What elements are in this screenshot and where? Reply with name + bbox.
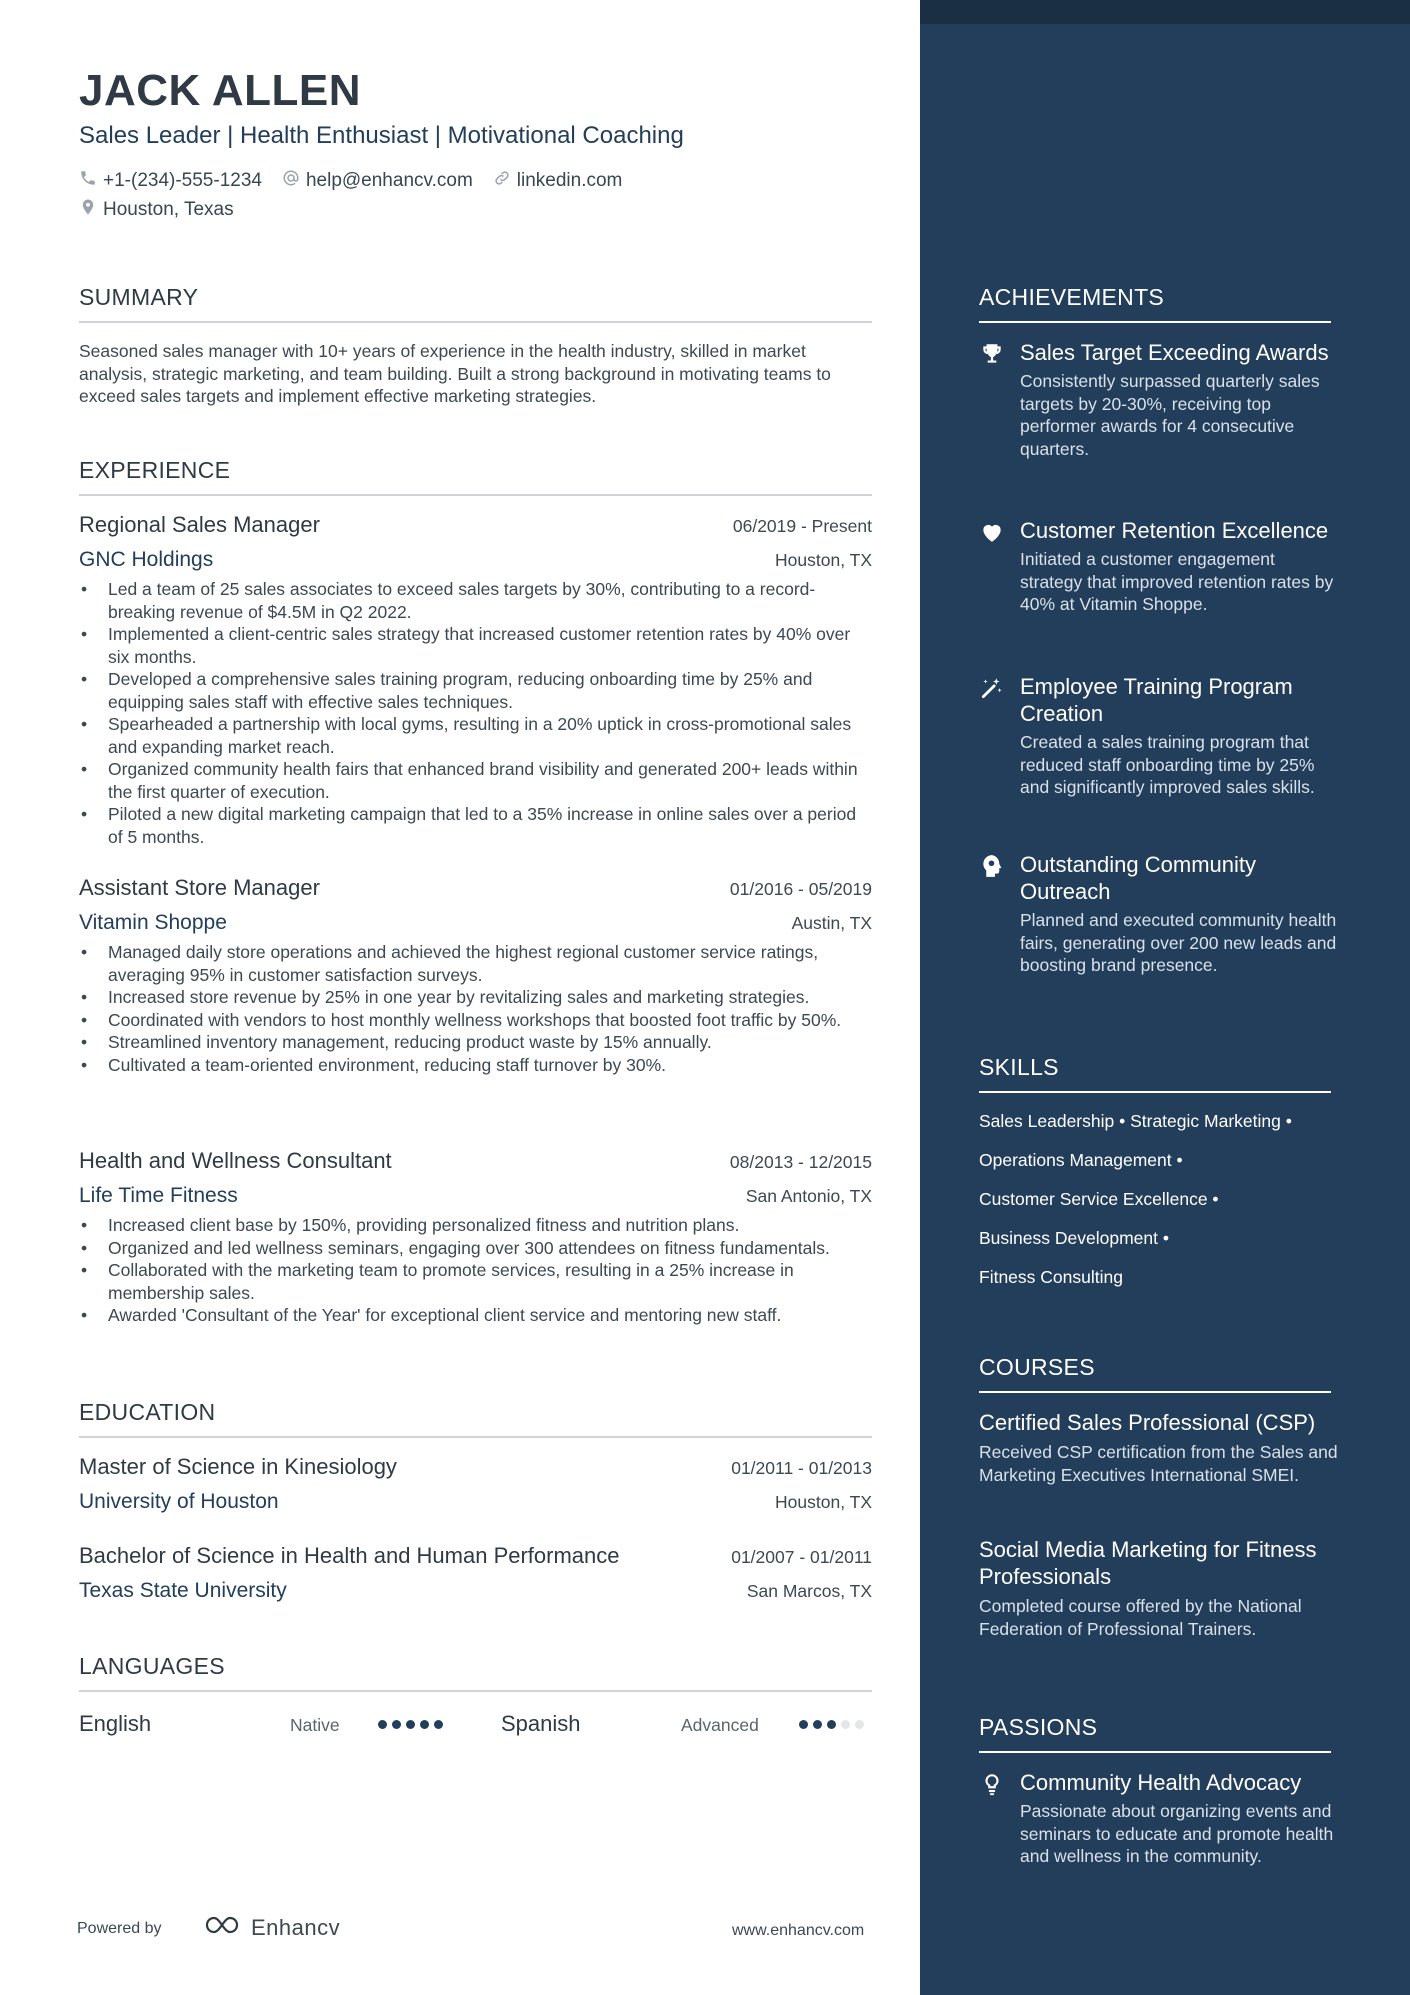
education-entry bbox=[79, 1454, 872, 1514]
headline: Sales Leader | Health Enthusiast | Motivational Coaching bbox=[79, 122, 684, 149]
passion-title: Community Health Advocacy bbox=[1020, 1770, 1302, 1795]
language-rating bbox=[378, 1720, 443, 1729]
achievement-title: Outstanding Community Outreach bbox=[1020, 852, 1256, 904]
courses-heading: COURSES bbox=[979, 1354, 1331, 1393]
job-bullet: • Led a team of 25 sales associates to exceed sales targets by 30%, contributing to a record-breaking revenue of $4.5M in Q2 2022. bbox=[79, 578, 872, 623]
job-bullet: • Collaborated with the marketing team to promote services, resulting in a 25% increase in membership sales. bbox=[79, 1259, 872, 1304]
job-dates: 08/2013 - 12/2015 bbox=[729, 1152, 872, 1172]
rating-dot bbox=[378, 1720, 387, 1729]
passions-heading: PASSIONS bbox=[979, 1714, 1331, 1753]
enhancv-logo[interactable] bbox=[195, 1912, 340, 1943]
job-company: GNC Holdings bbox=[79, 548, 214, 571]
job-location: Houston, TX bbox=[775, 550, 872, 570]
contact-linkedin[interactable] bbox=[493, 169, 623, 193]
education-entry bbox=[79, 1543, 872, 1603]
job-bullets bbox=[79, 941, 872, 1076]
job-bullet: • Awarded 'Consultant of the Year' for exceptional client service and mentoring new staff. bbox=[79, 1304, 872, 1327]
languages-heading: LANGUAGES bbox=[79, 1653, 872, 1692]
rating-dot bbox=[827, 1720, 836, 1729]
lightbulb-icon bbox=[979, 1771, 1005, 1797]
job-bullets bbox=[79, 578, 872, 848]
skills-heading: SKILLS bbox=[979, 1054, 1331, 1093]
job-bullet: • Developed a comprehensive sales training program, reducing onboarding time by 25% and equipping sales staff with effective sales techniques. bbox=[79, 668, 872, 713]
magic-wand-icon bbox=[979, 675, 1005, 701]
course-title: Certified Sales Professional (CSP) bbox=[979, 1410, 1316, 1435]
contact-row bbox=[79, 169, 622, 193]
rating-dot bbox=[813, 1720, 822, 1729]
infinity-logo-icon bbox=[195, 1912, 243, 1943]
sidebar bbox=[920, 0, 1410, 1995]
rating-dot bbox=[799, 1720, 808, 1729]
linkedin-text: linkedin.com bbox=[516, 170, 623, 191]
job-location: Austin, TX bbox=[791, 913, 872, 933]
rating-dot bbox=[406, 1720, 415, 1729]
language-level: Native bbox=[290, 1715, 340, 1735]
job-title: Health and Wellness Consultant bbox=[79, 1148, 392, 1173]
rating-dot bbox=[392, 1720, 401, 1729]
course-item bbox=[979, 1536, 1349, 1640]
skill-line: Sales Leadership • Strategic Marketing • bbox=[979, 1111, 1292, 1131]
school: University of Houston bbox=[79, 1490, 279, 1513]
achievement-item bbox=[979, 339, 1339, 460]
achievement-desc: Consistently surpassed quarterly sales targets by 20-30%, receiving top performer awards for 4 consecutive quarters. bbox=[1020, 371, 1320, 459]
rating-dot bbox=[855, 1720, 864, 1729]
footer-url[interactable]: www.enhancv.com bbox=[732, 1922, 865, 1939]
course-title: Social Media Marketing for Fitness Professionals bbox=[979, 1537, 1317, 1589]
job-bullet: • Increased client base by 150%, providing personalized fitness and nutrition plans. bbox=[79, 1214, 872, 1237]
job-bullet: • Piloted a new digital marketing campaign that led to a 35% increase in online sales over a period of 5 months. bbox=[79, 803, 872, 848]
job-entry bbox=[79, 1148, 872, 1327]
brand-name: Enhancv bbox=[251, 1914, 341, 1940]
language-level: Advanced bbox=[681, 1715, 759, 1735]
job-dates: 06/2019 - Present bbox=[732, 516, 872, 536]
job-bullet: • Cultivated a team-oriented environment, reducing staff turnover by 30%. bbox=[79, 1054, 872, 1077]
course-desc: Received CSP certification from the Sales and Marketing Executives International SMEI. bbox=[979, 1442, 1338, 1485]
heart-icon bbox=[979, 519, 1005, 545]
language-rating bbox=[799, 1720, 864, 1729]
education-heading: EDUCATION bbox=[79, 1399, 872, 1438]
achievement-desc: Initiated a customer engagement strategy that improved retention rates by 40% at Vitamin Shoppe. bbox=[1020, 549, 1334, 614]
sidebar-top-band bbox=[920, 0, 1410, 24]
school: Texas State University bbox=[79, 1579, 287, 1602]
trophy-icon bbox=[979, 341, 1005, 367]
job-bullet: • Organized community health fairs that enhanced brand visibility and generated 200+ leads within the first quarter of execution. bbox=[79, 758, 872, 803]
experience-heading: EXPERIENCE bbox=[79, 457, 872, 496]
job-bullet: • Increased store revenue by 25% in one year by revitalizing sales and marketing strategies. bbox=[79, 986, 872, 1009]
rating-dot bbox=[841, 1720, 850, 1729]
course-desc: Completed course offered by the National Federation of Professional Trainers. bbox=[979, 1596, 1302, 1639]
job-entry bbox=[79, 875, 872, 1076]
education-dates: 01/2007 - 01/2011 bbox=[731, 1547, 872, 1567]
achievement-title: Employee Training Program Creation bbox=[1020, 674, 1293, 726]
education-location: Houston, TX bbox=[775, 1492, 872, 1512]
job-company: Vitamin Shoppe bbox=[79, 911, 227, 934]
job-title: Assistant Store Manager bbox=[79, 875, 320, 900]
skill-line: Fitness Consulting bbox=[979, 1267, 1123, 1287]
achievements-heading: ACHIEVEMENTS bbox=[979, 284, 1331, 323]
job-dates: 01/2016 - 05/2019 bbox=[729, 879, 872, 899]
passion-desc: Passionate about organizing events and seminars to educate and promote health and wellness in the community. bbox=[1020, 1801, 1334, 1866]
job-location: San Antonio, TX bbox=[745, 1186, 872, 1206]
achievement-desc: Created a sales training program that reduced staff onboarding time by 25% and significantly improved sales skills. bbox=[1020, 732, 1315, 797]
contact-location bbox=[79, 198, 234, 222]
powered-by-label: Powered by bbox=[77, 1920, 162, 1937]
education-dates: 01/2011 - 01/2013 bbox=[731, 1458, 872, 1478]
language-name: Spanish bbox=[501, 1711, 581, 1736]
contact-email[interactable] bbox=[282, 169, 473, 193]
job-company: Life Time Fitness bbox=[79, 1184, 238, 1207]
rating-dot bbox=[434, 1720, 443, 1729]
contact-phone[interactable] bbox=[79, 169, 262, 193]
skill-line: Business Development • bbox=[979, 1228, 1169, 1248]
map-pin-icon bbox=[79, 198, 97, 222]
location-text: Houston, Texas bbox=[103, 199, 234, 220]
job-bullet: • Implemented a client-centric sales strategy that increased customer retention rates by 40% over six months. bbox=[79, 623, 872, 668]
rating-dot bbox=[420, 1720, 429, 1729]
language-name: English bbox=[79, 1711, 152, 1736]
languages-row bbox=[79, 1707, 872, 1737]
degree: Master of Science in Kinesiology bbox=[79, 1454, 397, 1479]
job-title: Regional Sales Manager bbox=[79, 512, 320, 537]
at-icon bbox=[282, 169, 300, 193]
achievement-title: Customer Retention Excellence bbox=[1020, 518, 1329, 543]
job-bullet: • Managed daily store operations and achieved the highest regional customer service ratings, averaging 95% in customer satisfaction surveys. bbox=[79, 941, 872, 986]
skill-line: Operations Management • bbox=[979, 1150, 1183, 1170]
achievement-title: Sales Target Exceeding Awards bbox=[1020, 340, 1329, 365]
job-entry bbox=[79, 512, 872, 848]
achievement-item bbox=[979, 673, 1339, 799]
achievement-item bbox=[979, 517, 1339, 616]
education-location: San Marcos, TX bbox=[746, 1581, 872, 1601]
summary-text: Seasoned sales manager with 10+ years of experience in the health industry, skilled in market analysis, strategic marketing, and team building. Built a strong background in motivating teams to exceed sales targets and implement effective marketing strategies. bbox=[79, 341, 831, 406]
job-bullets bbox=[79, 1214, 872, 1327]
course-item bbox=[979, 1409, 1349, 1486]
degree: Bachelor of Science in Health and Human Performance bbox=[79, 1543, 620, 1568]
job-bullet: • Coordinated with vendors to host monthly wellness workshops that boosted foot traffic by 50%. bbox=[79, 1009, 872, 1032]
job-bullet: • Organized and led wellness seminars, engaging over 300 attendees on fitness fundamentals. bbox=[79, 1237, 872, 1260]
link-icon bbox=[493, 169, 511, 193]
job-bullet: • Streamlined inventory management, reducing product waste by 15% annually. bbox=[79, 1031, 872, 1054]
phone-icon bbox=[79, 169, 97, 193]
skill-line: Customer Service Excellence • bbox=[979, 1189, 1219, 1209]
achievement-item bbox=[979, 851, 1339, 977]
candidate-name: JACK ALLEN bbox=[79, 66, 362, 115]
email-text: help@enhancv.com bbox=[305, 170, 473, 191]
achievement-desc: Planned and executed community health fairs, generating over 200 new leads and boosting brand presence. bbox=[1020, 910, 1337, 975]
head-brain-icon bbox=[979, 853, 1005, 879]
summary-heading: SUMMARY bbox=[79, 284, 872, 323]
passion-item bbox=[979, 1769, 1339, 1868]
job-bullet: • Spearheaded a partnership with local gyms, resulting in a 20% uptick in cross-promotional sales and expanding market reach. bbox=[79, 713, 872, 758]
phone-text: +1-(234)-555-1234 bbox=[103, 170, 262, 191]
